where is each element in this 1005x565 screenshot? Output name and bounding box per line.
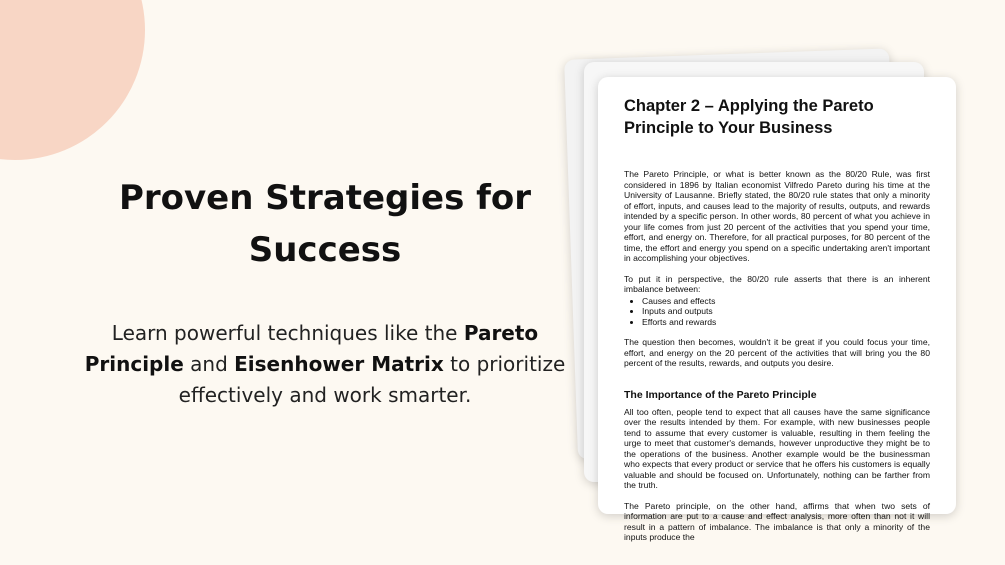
list-item: • Efforts and rewards (642, 317, 930, 328)
document-paragraph-1: The Pareto Principle, or what is better known as the 80/20 Rule, was first considered in 1896 by Italian economist Vilfredo Pareto during his time at the University of Lausanne. Briefly stated, the 80/20 rule states that only a minority of effort, inputs, and causes lead to the majority of results, outputs, and rewards intended by a specific person. In other words, 80 percent of what you achieve in your life comes from just 20 percent of the activities that you spend your time, effort, and energy on. Therefore, for all practical purposes, for 80 percent of the time, the effort and energy you spend on a specific undertaking aren't important in accomplishing your objectives. (624, 169, 930, 263)
document-paragraph-3: The question then becomes, wouldn't it be great if you could focus your time, effort, and energy on the 20 percent of the activities that will bring you the 80 percent of the results, rewards, and outputs you desire. (624, 337, 930, 368)
document-title: Chapter 2 – Applying the Pareto Principle to Your Business (624, 97, 874, 137)
description-text-start: Learn powerful techniques like the (111, 321, 464, 345)
description-text-middle: and (183, 352, 235, 376)
eisenhower-matrix-term: Eisenhower Matrix (234, 352, 444, 376)
pareto-principle-term: Pareto Principle (84, 321, 539, 376)
document-bullet-list (624, 296, 930, 328)
document-paragraph-4: All too often, people tend to expect that all causes have the same significance over the results intended by them. For example, with new businesses people tend to assume that every customer is valuable, resulting in them feeling the urge to meet that customer's demands, however unproductive they might be to the operations of the business. Another example would be the businessman who expects that every product or service that he offers his customers is equally valuable and should be focused on. Unfortunately, nothing can be farther from the truth. (624, 406, 930, 490)
list-item: • Causes and effects (642, 296, 930, 307)
document-page (598, 77, 956, 542)
list-item: • Inputs and outputs (642, 306, 930, 317)
document-preview-stack (568, 48, 968, 542)
decorative-circle (0, 0, 145, 160)
description-text-end: to prioritize effectively and work smarter. (178, 352, 566, 407)
document-paragraph-5: The Pareto principle, on the other hand, affirms that when two sets of information are put to a cause and effect analysis, more often than not it will result in a pattern of imbalance. The imbalance is that only a minority of the inputs produce the (624, 500, 930, 542)
page-description (70, 318, 580, 411)
document-section-heading: The Importance of the Pareto Principle (624, 388, 817, 401)
page-headline: Proven Strategies for Success (118, 178, 532, 270)
document-content (598, 77, 956, 543)
document-paragraph-2: To put it in perspective, the 80/20 rule asserts that there is an inherent imbalance between: (624, 273, 930, 294)
